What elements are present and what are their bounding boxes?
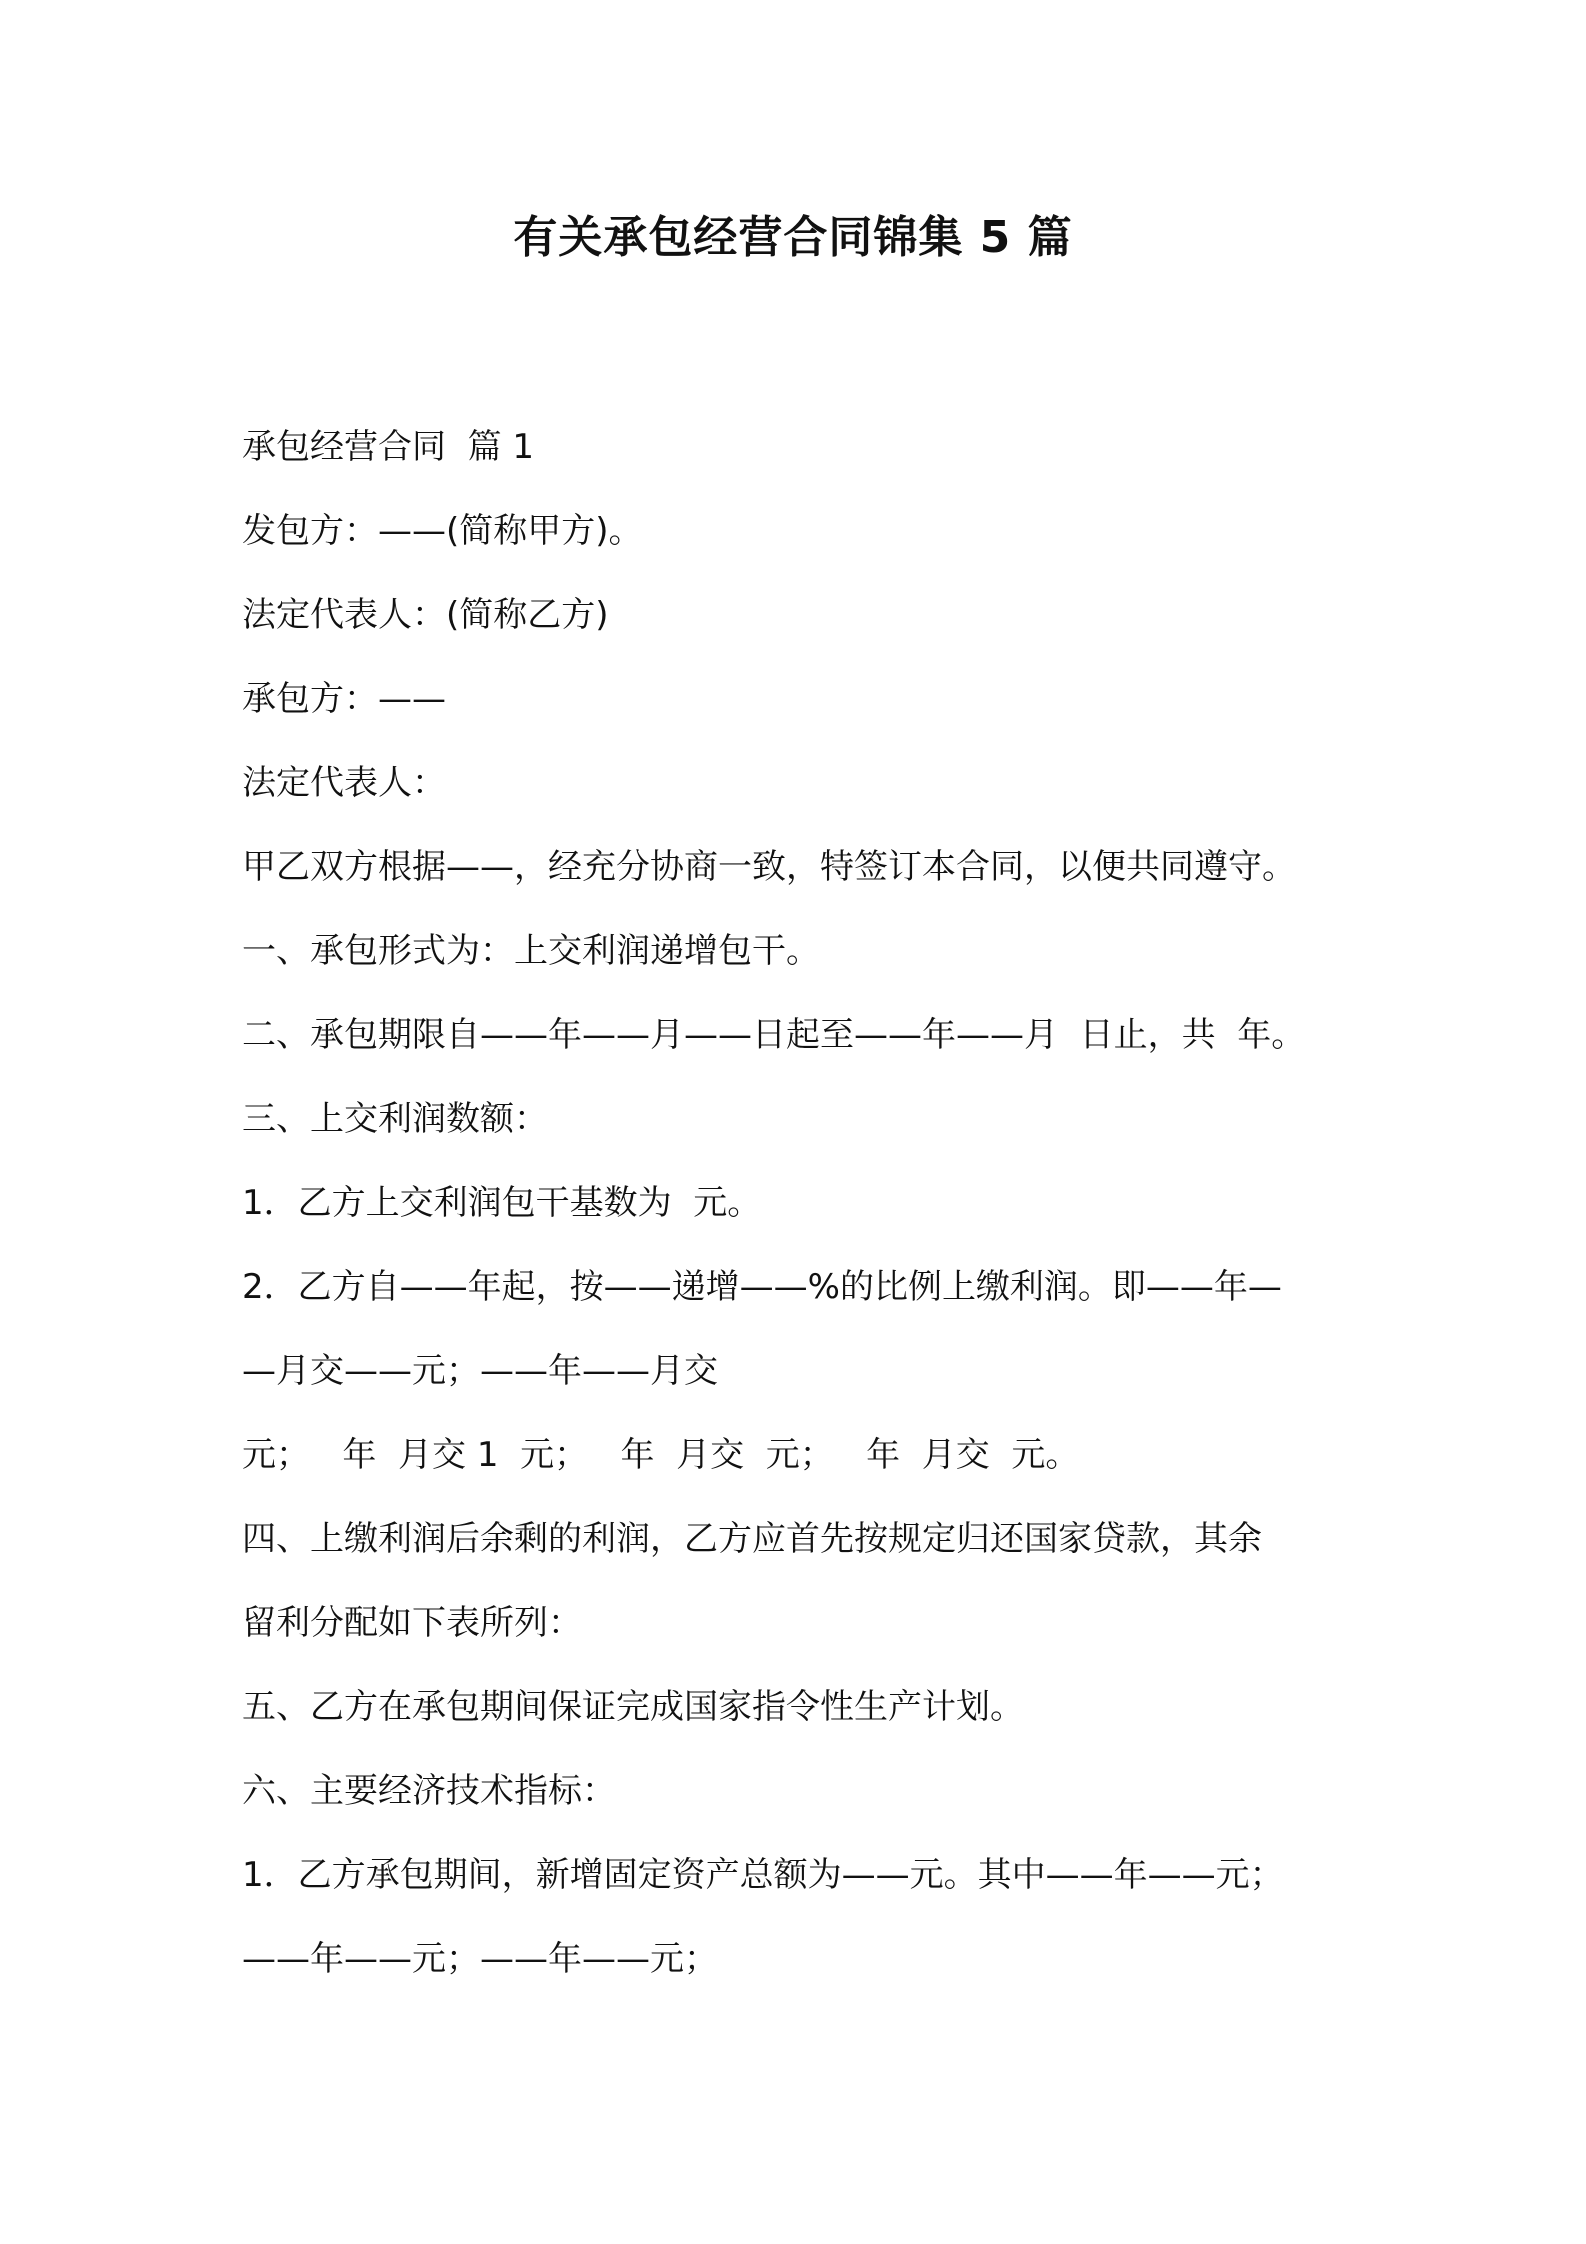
text-line: 发包方：——(简称甲方)。 [242, 511, 643, 551]
text-line: 五、乙方在承包期间保证完成国家指令性生产计划。 [242, 1687, 1024, 1727]
text-line: —月交——元；——年——月交 [242, 1351, 718, 1391]
text-line: 法定代表人：(简称乙方) [242, 595, 609, 635]
text-line: 元； 年 月交 1 元； 年 月交 元； 年 月交 元。 [242, 1435, 1080, 1475]
text-line: 承包方：—— [242, 679, 446, 719]
text-line: 一、承包形式为：上交利润递增包干。 [242, 931, 820, 971]
section-heading: 承包经营合同 篇 1 [242, 427, 535, 467]
text-line: ——年——元；——年——元； [242, 1939, 718, 1979]
document-body [242, 405, 1362, 2001]
text-line: 甲乙双方根据——，经充分协商一致，特签订本合同，以便共同遵守。 [242, 847, 1296, 887]
document-title: 有关承包经营合同锦集 5 篇 [513, 212, 1073, 263]
text-line: 1．乙方上交利润包干基数为 元。 [242, 1183, 762, 1223]
text-line: 留利分配如下表所列： [242, 1603, 582, 1643]
text-line: 六、主要经济技术指标： [242, 1771, 616, 1811]
text-line: 三、上交利润数额： [242, 1099, 548, 1139]
text-line: 1．乙方承包期间，新增固定资产总额为——元。其中——年——元； [242, 1855, 1284, 1895]
text-line: 四、上缴利润后余剩的利润，乙方应首先按规定归还国家贷款，其余 [242, 1519, 1262, 1559]
text-line: 二、承包期限自——年——月——日起至——年——月 日止，共 年。 [242, 1015, 1306, 1055]
text-line: 2．乙方自——年起，按——递增——%的比例上缴利润。即——年— [242, 1267, 1282, 1307]
text-line: 法定代表人： [242, 763, 446, 803]
